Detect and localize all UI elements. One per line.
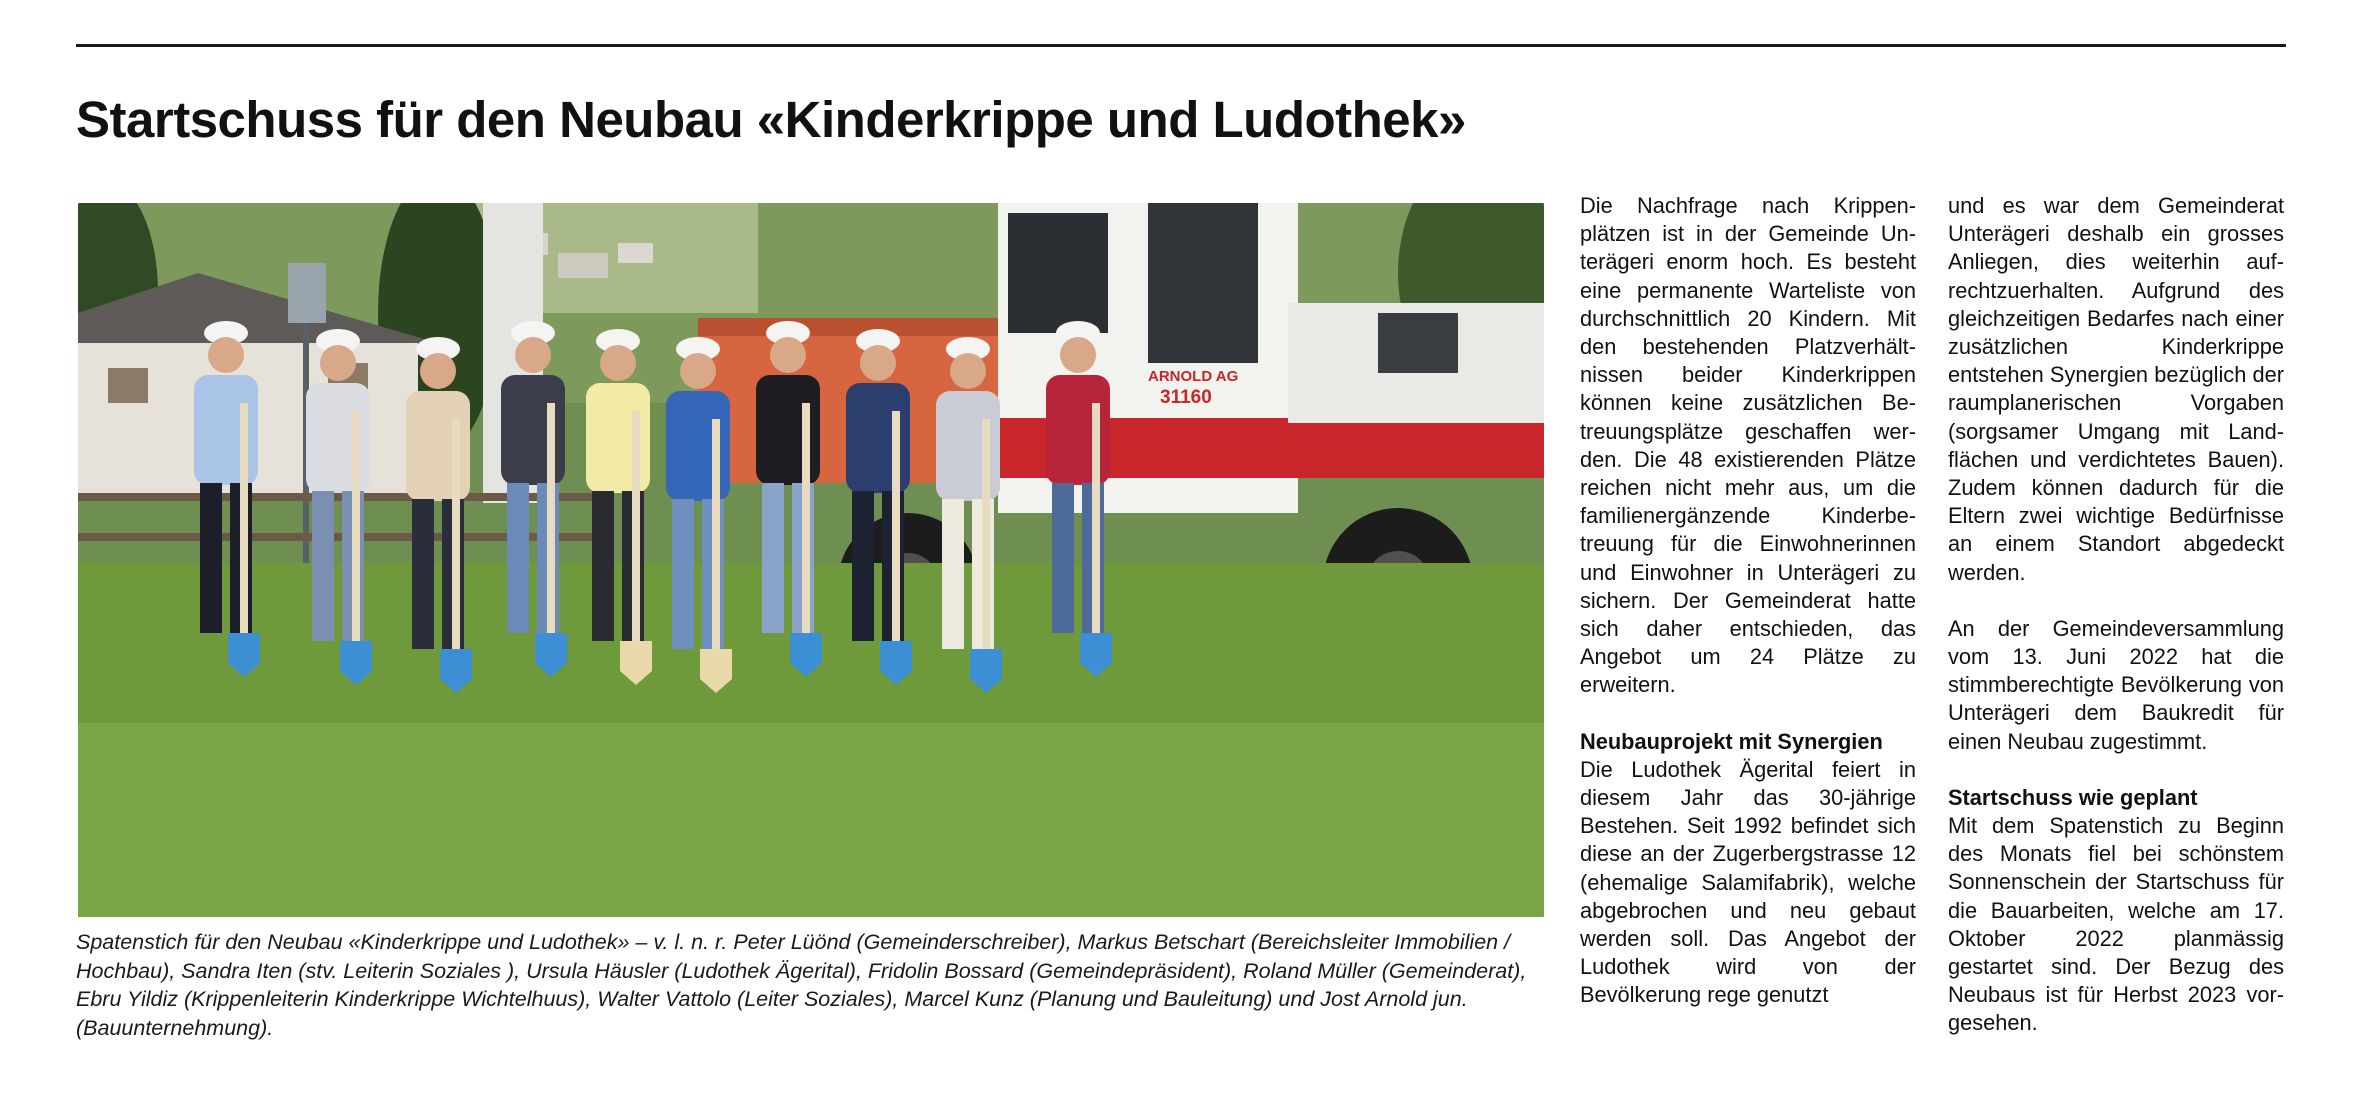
text-column-2 xyxy=(1948,192,2284,1038)
paragraph-continuation: und es war dem Gemeinderat Unterägeri deshalb ein grosses Anliegen, dies weiterhin aufrechtzuerhalten. Aufgrund des gleichzeitigen Bedarfes nach einer zusätzlichen Kinderkrippe entstehen Synergien bezüglich der raumplanerischen Vorgaben (sorgsamer Umgang mit Landflächen und verdichtetes Bauen). Zudem können dadurch für die Eltern zwei wichtige Bedürfnisse an einem Standort abgedeckt werden. xyxy=(1948,193,2284,585)
article-headline: Startschuss für den Neubau «Kinderkrippe und Ludothek» xyxy=(76,91,1466,148)
photo-caption: Spatenstich für den Neubau «Kinderkrippe und Ludothek» – v. l. n. r. Peter Lüönd (Gemeinderschreiber), Markus Betschart (Bereichsleiter Immobilien / Hochbau), Sandra Iten (stv. Leiterin Soziales ), Ursula Häusler (Ludothek Ägerital), Fridolin Bossard (Gemeindepräsident), Roland Müller (Gemeinderat), Ebru Yildiz (Krippenleiterin Kinderkrippe Wichtelhuus), Walter Vattolo (Leiter Soziales), Marcel Kunz (Planung und Bauleitung) und Jost Arnold jun. (Bauunternehmung). xyxy=(76,930,1527,1040)
paragraph-groundbreaking: Mit dem Spatenstich zu Beginn des Monats fiel bei schönstem Sonnenschein der Startschuss für die Bauarbeiten, welche am 17. Oktober 2022 planmässig gestartet sind. Der Bezug des Neubaus ist für Herbst 2023 vorgesehen. xyxy=(1948,813,2284,1036)
paragraph-demand: Die Nachfrage nach Krippenplätzen ist in der Gemeinde Unterägeri enorm hoch. Es besteht eine permanente Warteliste von durchschnittlich 20 Kindern. Mit den bestehenden Platzverhältnissen beider Kinderkrippen können keine zusätzlichen Betreuungsplätze geschaffen werden. Die 48 existierenden Plätze reichen nicht mehr aus, um die familienergänzende Kinderbetreuung für die Einwohnerinnen und Einwohner in Unterägeri zu sichern. Der Gemeinderat hatte sich daher entschieden, das Angebot um 24 Plätze zu erweitern. xyxy=(1580,193,1916,698)
subhead-synergies: Neubauprojekt mit Synergien xyxy=(1580,728,1883,754)
excavator-number: 31160 xyxy=(1160,387,1212,408)
paragraph-assembly: An der Gemeindeversammlung vom 13. Juni 2022 hat die stimmberechtigte Bevölkerung von Unterägeri dem Baukredit für einen Neubau zugestimmt. xyxy=(1948,615,2284,754)
excavator-sign: ARNOLD AG xyxy=(1148,368,1239,385)
top-rule xyxy=(76,44,2286,47)
subhead-start: Startschuss wie geplant xyxy=(1948,784,2198,810)
paragraph-ludothek: Die Ludothek Ägerital feiert in diesem Jahr das 30-jährige Bestehen. Seit 1992 befindet sich diese an der Zugerbergstrasse 12 (ehemalige Salamifabrik), welche abgebrochen und neu gebaut werden soll. Das Angebot der Ludothek wird von der Bevölkerung rege genutzt xyxy=(1580,756,1916,1008)
text-column-1 xyxy=(1580,192,1916,1010)
groundbreaking-photo xyxy=(78,203,1544,917)
